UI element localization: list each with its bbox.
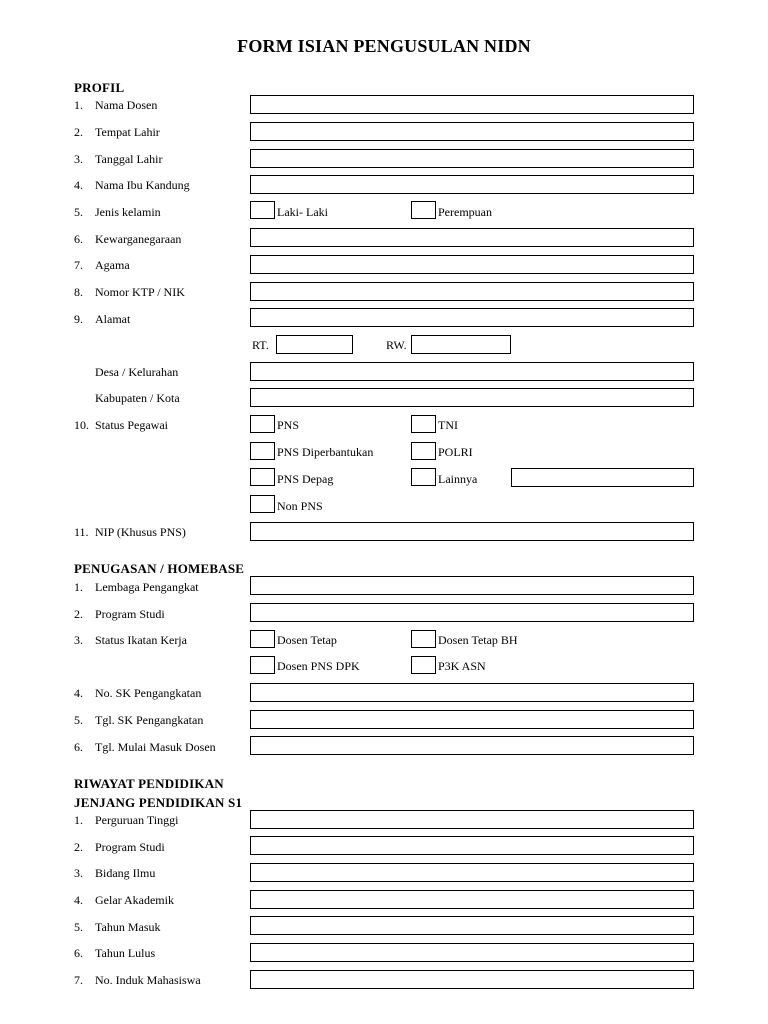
row-number: 8. [74, 285, 83, 299]
tanggal-lahir-field[interactable] [250, 149, 694, 168]
row-number: 9. [74, 312, 83, 326]
kewarganegaraan-label: Kewarganegaraan [95, 232, 182, 246]
pns-diperbantukan-checkbox[interactable] [250, 442, 275, 460]
row-number: 5. [74, 920, 83, 934]
tempat-lahir-field[interactable] [250, 122, 694, 141]
row-number: 5. [74, 205, 83, 219]
section-profil-heading: PROFIL [74, 80, 125, 95]
perempuan-checkbox[interactable] [411, 201, 436, 219]
row-number: 6. [74, 232, 83, 246]
row-number: 3. [74, 633, 83, 647]
rt-label: RT. [252, 338, 269, 352]
perempuan-option-label: Perempuan [438, 205, 492, 219]
prodi-field[interactable] [250, 603, 694, 622]
rw-field[interactable] [411, 335, 511, 354]
tni-checkbox[interactable] [411, 415, 436, 433]
prodi-label: Program Studi [95, 607, 165, 621]
bidang-ilmu-label: Bidang Ilmu [95, 866, 156, 880]
row-number: 3. [74, 866, 83, 880]
pns-checkbox[interactable] [250, 415, 275, 433]
pns-diperbantukan-option-label: PNS Diperbantukan [277, 445, 374, 459]
desa-label: Desa / Kelurahan [95, 365, 179, 379]
row-number: 1. [74, 98, 83, 112]
dosen-tetap-bh-checkbox[interactable] [411, 630, 436, 648]
lainnya-field[interactable] [511, 468, 694, 487]
agama-label: Agama [95, 258, 130, 272]
lembaga-label: Lembaga Pengangkat [95, 580, 199, 594]
s1-prodi-label: Program Studi [95, 840, 165, 854]
desa-field[interactable] [250, 362, 694, 381]
nama-ibu-label: Nama Ibu Kandung [95, 178, 190, 192]
tgl-mulai-field[interactable] [250, 736, 694, 755]
lainnya-option-label: Lainnya [438, 472, 478, 486]
tgl-mulai-label: Tgl. Mulai Masuk Dosen [95, 740, 216, 754]
dosen-tetap-bh-option-label: Dosen Tetap BH [438, 633, 518, 647]
form-title: FORM ISIAN PENGUSULAN NIDN [237, 36, 531, 56]
row-number: 10. [74, 418, 89, 432]
section-penugasan-heading: PENUGASAN / HOMEBASE [74, 561, 245, 576]
nip-label: NIP (Khusus PNS) [95, 525, 186, 539]
no-sk-label: No. SK Pengangkatan [95, 686, 202, 700]
nip-field[interactable] [250, 522, 694, 541]
pns-depag-checkbox[interactable] [250, 468, 275, 486]
ktp-field[interactable] [250, 282, 694, 301]
laki-laki-option-label: Laki- Laki [277, 205, 328, 219]
row-number: 7. [74, 973, 83, 987]
kabupaten-field[interactable] [250, 388, 694, 407]
row-number: 2. [74, 840, 83, 854]
agama-field[interactable] [250, 255, 694, 274]
tanggal-lahir-label: Tanggal Lahir [95, 152, 163, 166]
pns-option-label: PNS [277, 418, 300, 432]
tahun-masuk-label: Tahun Masuk [95, 920, 161, 934]
nim-label: No. Induk Mahasiswa [95, 973, 201, 987]
row-number: 6. [74, 946, 83, 960]
lembaga-field[interactable] [250, 576, 694, 595]
nim-field[interactable] [250, 970, 694, 989]
row-number: 4. [74, 893, 83, 907]
rt-field[interactable] [276, 335, 353, 354]
nama-ibu-field[interactable] [250, 175, 694, 194]
non-pns-checkbox[interactable] [250, 495, 275, 513]
row-number: 6. [74, 740, 83, 754]
p3k-asn-checkbox[interactable] [411, 656, 436, 674]
non-pns-option-label: Non PNS [277, 499, 323, 513]
status-pegawai-label: Status Pegawai [95, 418, 168, 432]
nama-dosen-field[interactable] [250, 95, 694, 114]
dosen-tetap-option-label: Dosen Tetap [277, 633, 337, 647]
section-s1-subheading: JENJANG PENDIDIKAN S1 [74, 795, 243, 810]
kabupaten-label: Kabupaten / Kota [95, 391, 180, 405]
tahun-masuk-field[interactable] [250, 916, 694, 935]
status-ikatan-label: Status Ikatan Kerja [95, 633, 187, 647]
s1-prodi-field[interactable] [250, 836, 694, 855]
tni-option-label: TNI [438, 418, 458, 432]
row-number: 4. [74, 178, 83, 192]
perguruan-tinggi-label: Perguruan Tinggi [95, 813, 179, 827]
tgl-sk-label: Tgl. SK Pengangkatan [95, 713, 204, 727]
row-number: 2. [74, 607, 83, 621]
row-number: 3. [74, 152, 83, 166]
lainnya-checkbox[interactable] [411, 468, 436, 486]
polri-checkbox[interactable] [411, 442, 436, 460]
polri-option-label: POLRI [438, 445, 473, 459]
row-number: 5. [74, 713, 83, 727]
rw-label: RW. [386, 338, 407, 352]
row-number: 4. [74, 686, 83, 700]
alamat-label: Alamat [95, 312, 131, 326]
alamat-field[interactable] [250, 308, 694, 327]
dosen-pns-dpk-option-label: Dosen PNS DPK [277, 659, 360, 673]
nama-dosen-label: Nama Dosen [95, 98, 158, 112]
tgl-sk-field[interactable] [250, 710, 694, 729]
section-pendidikan-heading: RIWAYAT PENDIDIKAN [74, 776, 224, 791]
kewarganegaraan-field[interactable] [250, 228, 694, 247]
dosen-pns-dpk-checkbox[interactable] [250, 656, 275, 674]
gelar-akademik-label: Gelar Akademik [95, 893, 174, 907]
row-number: 1. [74, 813, 83, 827]
dosen-tetap-checkbox[interactable] [250, 630, 275, 648]
tahun-lulus-label: Tahun Lulus [95, 946, 156, 960]
laki-laki-checkbox[interactable] [250, 201, 275, 219]
ktp-label: Nomor KTP / NIK [95, 285, 185, 299]
pns-depag-option-label: PNS Depag [277, 472, 334, 486]
jenis-kelamin-label: Jenis kelamin [95, 205, 161, 219]
row-number: 11. [74, 525, 89, 539]
p3k-asn-option-label: P3K ASN [438, 659, 486, 673]
perguruan-tinggi-field[interactable] [250, 810, 694, 829]
gelar-akademik-field[interactable] [250, 890, 694, 909]
no-sk-field[interactable] [250, 683, 694, 702]
tempat-lahir-label: Tempat Lahir [95, 125, 160, 139]
bidang-ilmu-field[interactable] [250, 863, 694, 882]
tahun-lulus-field[interactable] [250, 943, 694, 962]
row-number: 1. [74, 580, 83, 594]
row-number: 2. [74, 125, 83, 139]
row-number: 7. [74, 258, 83, 272]
